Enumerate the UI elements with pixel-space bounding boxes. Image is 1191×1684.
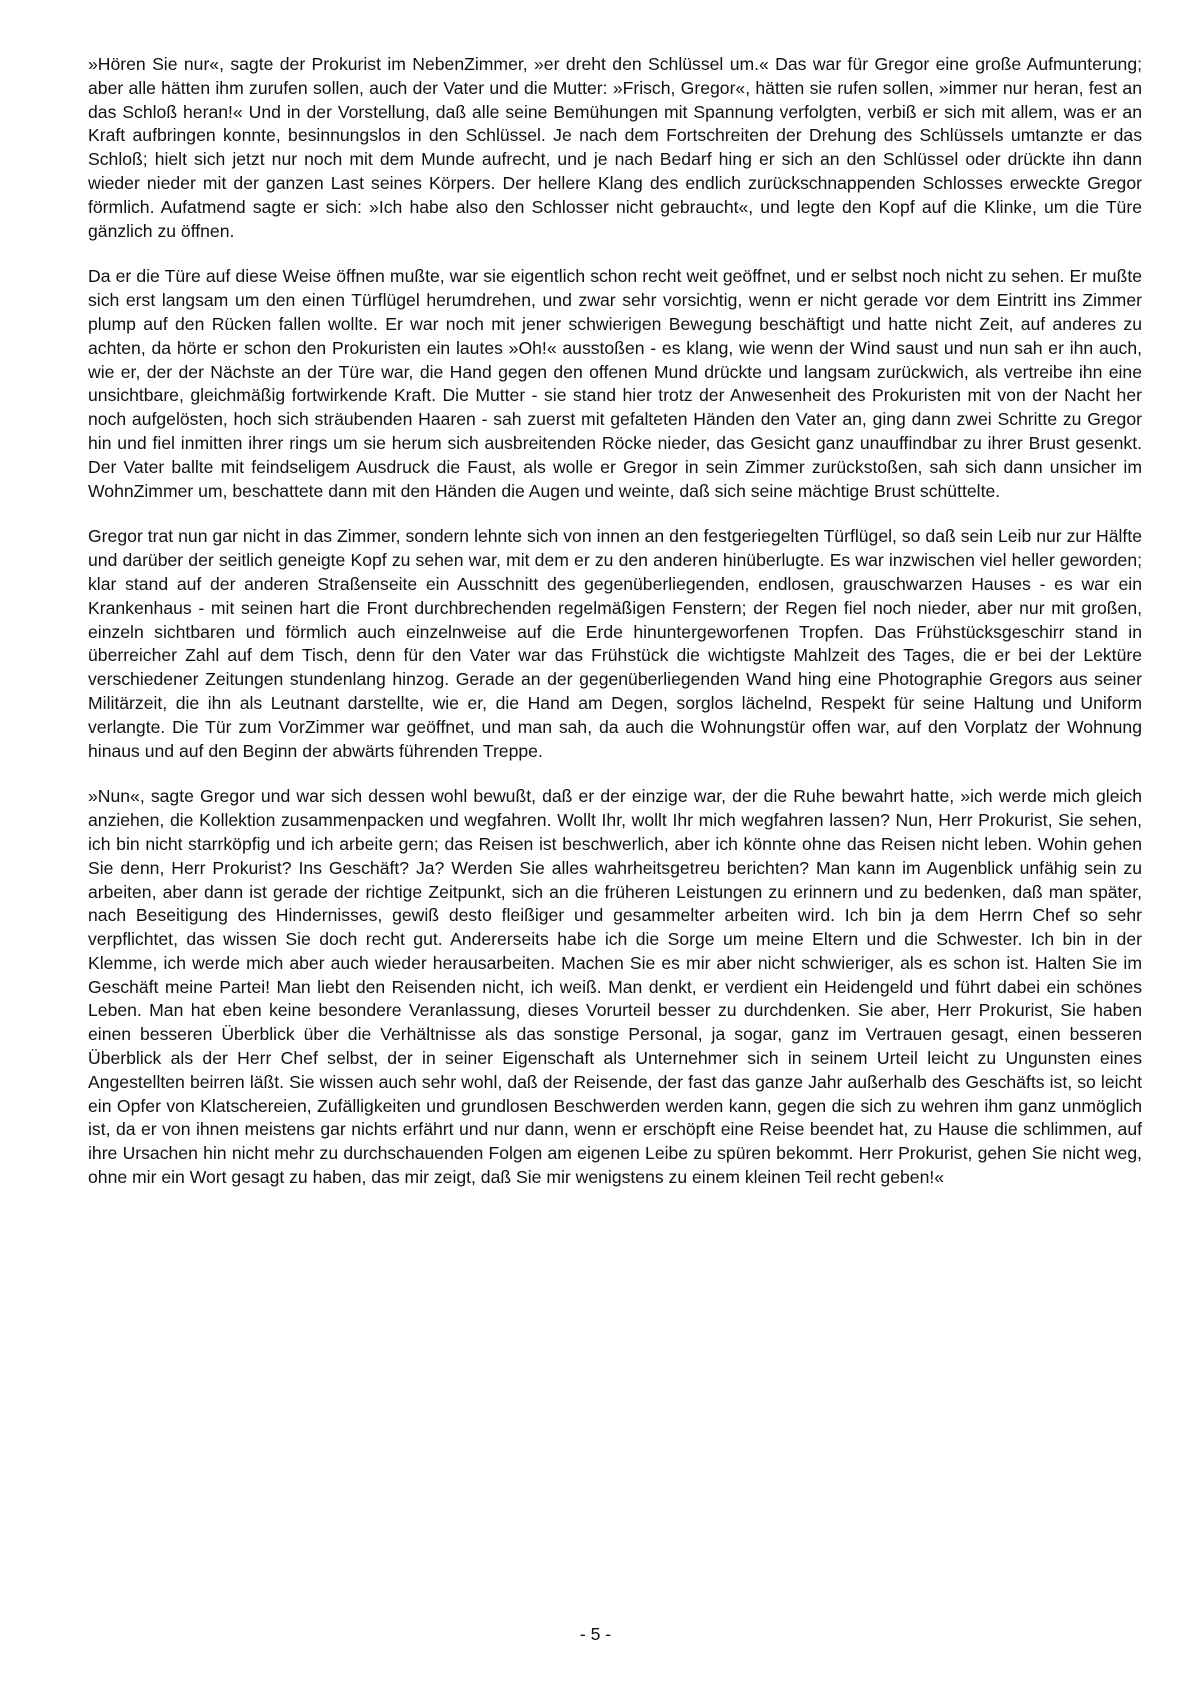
paragraph-1: »Hören Sie nur«, sagte der Prokurist im NebenZimmer, »er dreht den Schlüssel um.« Das war für Gregor eine große Aufmunterung; aber alle hätten ihm zurufen sollen, auch der Vater und die Mutter: »Frisch, Gregor«, hätten sie rufen sollen, »immer nur heran, fest an das Schloß heran!« Und in der Vorstellung, daß alle seine Bemühungen mit Spannung verfolgten, verbiß er sich mit allem, was er an Kraft aufbringen konnte, besinnungslos in den Schlüssel. Je nach dem Fortschreiten der Drehung des Schlüssels umtanzte er das Schloß; hielt sich jetzt nur noch mit dem Munde aufrecht, und je nach Bedarf hing er sich an den Schlüssel oder drückte ihn dann wieder nieder mit der ganzen Last seines Körpers. Der hellere Klang des endlich zurückschnappenden Schlosses erweckte Gregor förmlich. Aufatmend sagte er sich: »Ich habe also den Schlosser nicht gebraucht«, und legte den Kopf auf die Klinke, um die Türe gänzlich zu öffnen. (88, 54, 1142, 241)
paragraph-2: Da er die Türe auf diese Weise öffnen mußte, war sie eigentlich schon recht weit geöffnet, und er selbst noch nicht zu sehen. Er mußte sich erst langsam um den einen Türflügel herumdrehen, und zwar sehr vorsichtig, wenn er nicht gerade vor dem Eintritt ins Zimmer plump auf den Rücken fallen wollte. Er war noch mit jener schwierigen Bewegung beschäftigt und hatte nicht Zeit, auf anderes zu achten, da hörte er schon den Prokuristen ein lautes »Oh!« ausstoßen - es klang, wie wenn der Wind saust und nun sah er ihn auch, wie er, der der Nächste an der Türe war, die Hand gegen den offenen Mund drückte und langsam zurückwich, als vertreibe ihn eine unsichtbare, gleichmäßig fortwirkende Kraft. Die Mutter - sie stand hier trotz der Anwesenheit des Prokuristen mit von der Nacht her noch aufgelösten, hoch sich sträubenden Haaren - sah zuerst mit gefalteten Händen den Vater an, ging dann zwei Schritte zu Gregor hin und fiel inmitten ihrer rings um sie herum sich ausbreitenden Röcke nieder, das Gesicht ganz unauffindbar zu ihrer Brust gesenkt. Der Vater ballte mit feindseligem Ausdruck die Faust, als wolle er Gregor in sein Zimmer zurückstoßen, sah sich dann unsicher im WohnZimmer um, beschattete dann mit den Händen die Augen und weinte, daß sich seine mächtige Brust schüttelte. (88, 266, 1142, 501)
page-number: - 5 - (579, 1624, 612, 1644)
paragraph-4: »Nun«, sagte Gregor und war sich dessen wohl bewußt, daß er der einzige war, der die Ruhe bewahrt hatte, »ich werde mich gleich anziehen, die Kollektion zusammenpacken und wegfahren. Wollt Ihr, wollt Ihr mich wegfahren lassen? Nun, Herr Prokurist, Sie sehen, ich bin nicht starrköpfig und ich arbeite gern; das Reisen ist beschwerlich, aber ich könnte ohne das Reisen nicht leben. Wohin gehen Sie denn, Herr Prokurist? Ins Geschäft? Ja? Werden Sie alles wahrheitsgetreu berichten? Man kann im Augenblick unfähig sein zu arbeiten, aber dann ist gerade der richtige Zeitpunkt, sich an die früheren Leistungen zu erinnern und zu bedenken, daß man später, nach Beseitigung des Hindernisses, gewiß desto fleißiger und gesammelter arbeiten wird. Ich bin ja dem Herrn Chef so sehr verpflichtet, das wissen Sie doch recht gut. Andererseits habe ich die Sorge um meine Eltern und die Schwester. Ich bin in der Klemme, ich werde mich aber auch wieder herausarbeiten. Machen Sie es mir aber nicht schwieriger, als es schon ist. Halten Sie im Geschäft meine Partei! Man liebt den Reisenden nicht, ich weiß. Man denkt, er verdient ein Heidengeld und führt dabei ein schönes Leben. Man hat eben keine besondere Veranlassung, dieses Vorurteil besser zu durchdenken. Sie aber, Herr Prokurist, Sie haben einen besseren Überblick über die Verhältnisse als das sonstige Personal, ja sogar, ganz im Vertrauen gesagt, einen besseren Überblick als der Herr Chef selbst, der in seiner Eigenschaft als Unternehmer sich in seinem Urteil leicht zu Ungunsten eines Angestellten beirren läßt. Sie wissen auch sehr wohl, daß der Reisende, der fast das ganze Jahr außerhalb des Geschäfts ist, so leicht ein Opfer von Klatschereien, Zufälligkeiten und grundlosen Beschwerden werden kann, gegen die sich zu wehren ihm ganz unmöglich ist, da er von ihnen meistens gar nichts erfährt und nur dann, wenn er erschöpft eine Reise beendet hat, zu Hause die schlimmen, auf ihre Ursachen hin nicht mehr zu durchschauenden Folgen am eigenen Leibe zu spüren bekommt. Herr Prokurist, gehen Sie nicht weg, ohne mir ein Wort gesagt zu haben, das mir zeigt, daß Sie mir wenigstens zu einem kleinen Teil recht geben!« (88, 786, 1142, 1188)
paragraph-3: Gregor trat nun gar nicht in das Zimmer, sondern lehnte sich von innen an den festgeriegelten Türflügel, so daß sein Leib nur zur Hälfte und darüber der seitlich geneigte Kopf zu sehen war, mit dem er zu den anderen hinüberlugte. Es war inzwischen viel heller geworden; klar stand auf der anderen Straßenseite ein Ausschnitt des gegenüberliegenden, endlosen, grauschwarzen Hauses - es war ein Krankenhaus - mit seinen hart die Front durchbrechenden regelmäßigen Fenstern; der Regen fiel noch nieder, aber nur mit großen, einzeln sichtbaren und förmlich auch einzelnweise auf die Erde hinuntergeworfenen Tropfen. Das Frühstücksgeschirr stand in überreicher Zahl auf dem Tisch, denn für den Vater war das Frühstück die wichtigste Mahlzeit des Tages, die er bei der Lektüre verschiedener Zeitungen stundenlang hinzog. Gerade an der gegenüberliegenden Wand hing eine Photographie Gregors aus seiner Militärzeit, die ihn als Leutnant darstellte, wie er, die Hand am Degen, sorglos lächelnd, Respekt für seine Haltung und Uniform verlangte. Die Tür zum VorZimmer war geöffnet, und man sah, da auch die Wohnungstür offen war, auf den Vorplatz der Wohnung hinaus und auf den Beginn der abwärts führenden Treppe. (88, 526, 1142, 761)
document-body (88, 53, 1142, 1212)
